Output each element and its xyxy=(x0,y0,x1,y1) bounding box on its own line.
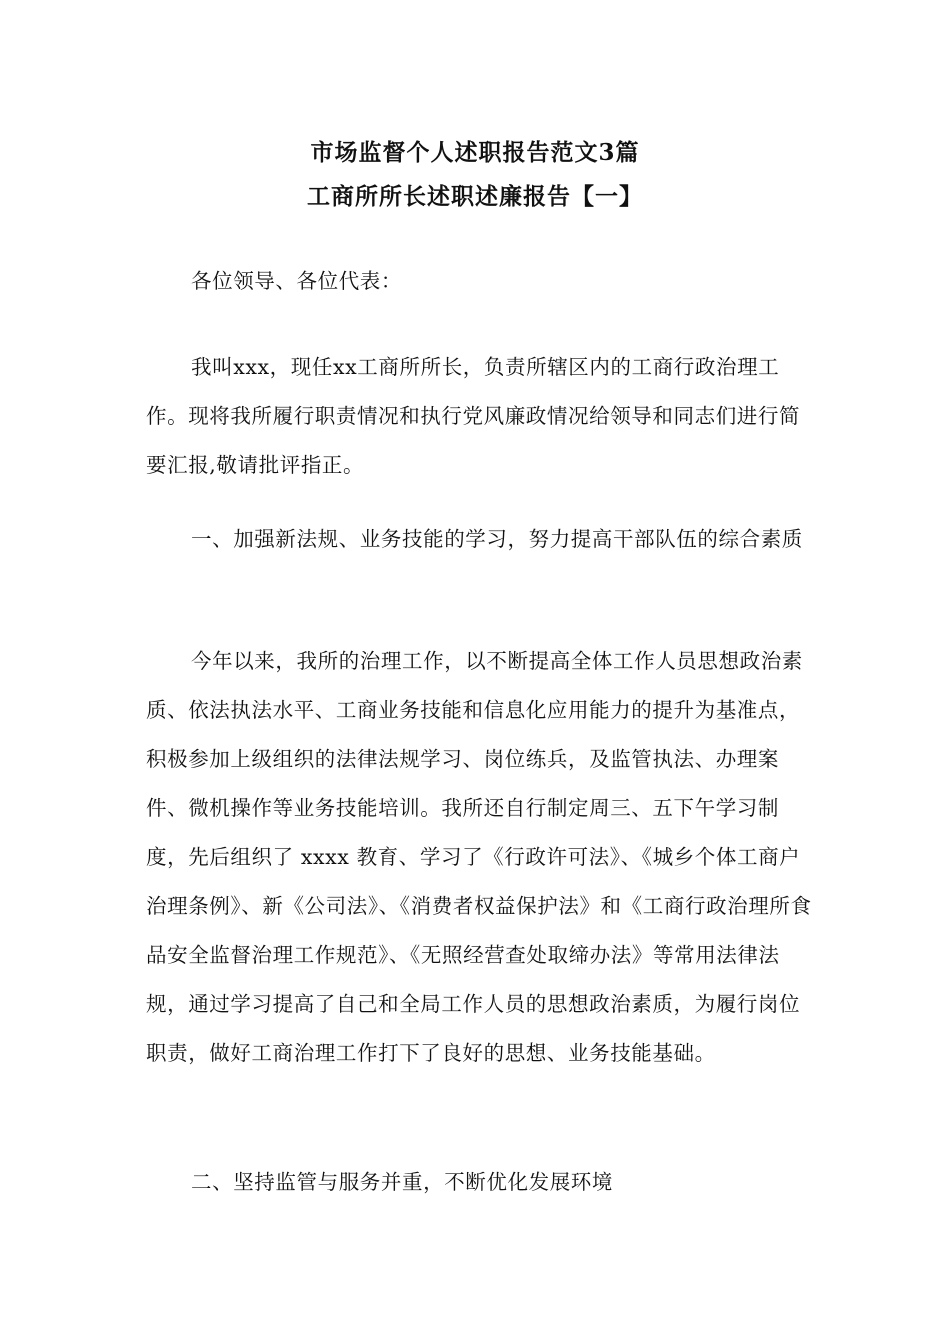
greeting-paragraph: 各位领导、各位代表： xyxy=(191,269,402,293)
section-heading-2: 二、坚持监管与服务并重，不断优化发展环境 xyxy=(191,1170,613,1194)
intro-paragraph: 我叫xxx，现任xx工商所所长，负责所辖区内的工商行政治理工作。现将我所履行职责情况和执行党风廉政情况给领导和同志们进行简要汇报,敬请批评指正。 xyxy=(146,355,801,477)
document-main-title: 市场监督个人述职报告范文3篇 xyxy=(310,139,640,166)
section-heading-1: 一、加强新法规、业务技能的学习，努力提高干部队伍的综合素质 xyxy=(191,527,803,551)
section-body-1: 今年以来，我所的治理工作，以不断提高全体工作人员思想政治素质、依法执法水平、工商业务技能和信息化应用能力的提升为基准点，积极参加上级组织的法律法规学习、岗位练兵，及监管执法、办理案件、微机操作等业务技能培训。我所还自行制定周三、五下午学习制度，先后组织了 xxxx 教育、学习了《行政许可法》、《城乡个体工商户治理条例》、新《公司法》、《消费者权益保护法》和《工商行政治理所食品安全监督治理工作规范》、《无照经营查处取缔办法》等常用法律法规，通过学习提高了自己和全局工作人员的思想政治素质，为履行岗位职责，做好工商治理工作打下了良好的思想、业务技能基础。 xyxy=(146,649,812,1065)
report-title: 工商所所长述职述廉报告【一】 xyxy=(307,183,643,210)
